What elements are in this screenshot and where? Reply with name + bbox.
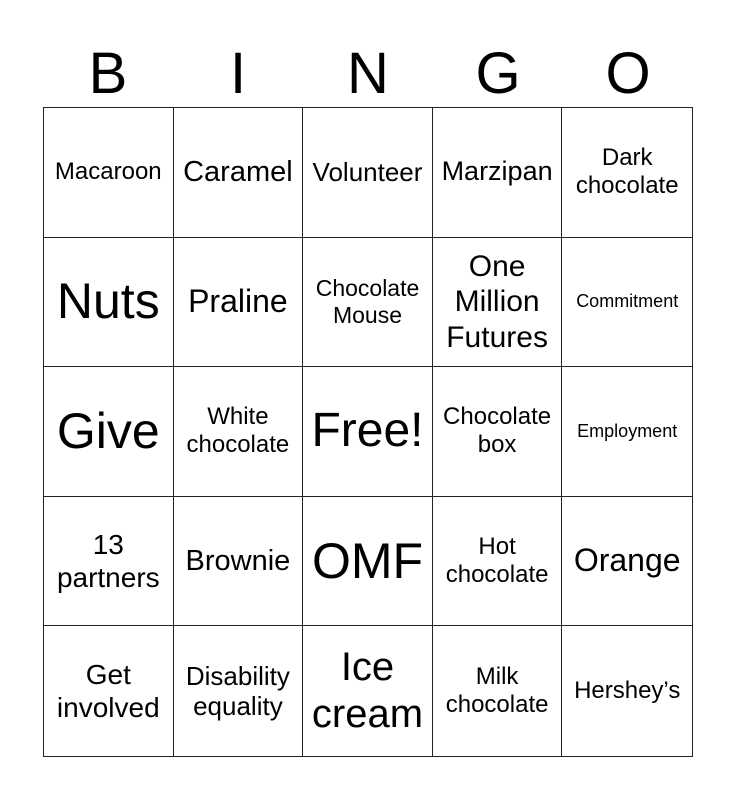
bingo-cell-3-3[interactable] <box>433 497 563 627</box>
bingo-cell-label: Ice cream <box>311 645 424 737</box>
bingo-cell-2-3[interactable] <box>433 367 563 497</box>
bingo-cell-3-4[interactable] <box>562 497 692 627</box>
bingo-board <box>43 107 693 757</box>
bingo-cell-0-1[interactable] <box>174 108 304 238</box>
bingo-cell-label: Orange <box>573 542 681 579</box>
bingo-cell-label: Milk chocolate <box>445 662 549 719</box>
bingo-cell-3-1[interactable] <box>174 497 304 627</box>
bingo-cell-2-2[interactable] <box>303 367 433 497</box>
bingo-cell-label: Give <box>56 402 160 459</box>
bingo-cell-1-3[interactable] <box>433 238 563 368</box>
header-letter-o: O <box>605 41 651 106</box>
bingo-cell-4-2[interactable] <box>303 626 433 756</box>
bingo-cell-label: Chocolate Mouse <box>315 274 420 328</box>
bingo-cell-1-0[interactable] <box>44 238 174 368</box>
bingo-cell-label: Caramel <box>183 156 293 189</box>
bingo-cell-1-4[interactable] <box>562 238 692 368</box>
bingo-cell-label: Hot chocolate <box>445 532 549 589</box>
bingo-cell-label: Commitment <box>576 291 679 312</box>
bingo-cell-label: White chocolate <box>186 403 290 459</box>
bingo-cell-label: Chocolate box <box>443 403 552 459</box>
bingo-cell-0-2[interactable] <box>303 108 433 238</box>
header-letter-i: I <box>229 41 247 106</box>
header-letter-g: G <box>475 41 521 106</box>
bingo-cell-4-4[interactable] <box>562 626 692 756</box>
bingo-cell-label: OMF <box>311 532 424 589</box>
bingo-cell-label: 13 partners <box>56 529 160 594</box>
bingo-cell-4-3[interactable] <box>433 626 563 756</box>
bingo-cell-0-3[interactable] <box>433 108 563 238</box>
bingo-cell-label: Free! <box>311 404 424 458</box>
bingo-cell-2-1[interactable] <box>174 367 304 497</box>
bingo-cell-label: Get involved <box>56 659 160 724</box>
bingo-header <box>43 40 693 108</box>
bingo-cell-label: Marzipan <box>441 156 553 187</box>
header-letter-n: N <box>347 41 389 106</box>
header-letter-b: B <box>88 41 128 106</box>
bingo-cell-label: Hershey’s <box>574 677 681 705</box>
bingo-cell-label: Brownie <box>185 544 291 577</box>
bingo-cell-label: Employment <box>577 420 678 441</box>
bingo-cell-0-0[interactable] <box>44 108 174 238</box>
bingo-cell-label: One Million Futures <box>446 249 548 354</box>
bingo-cell-label: Praline <box>188 283 288 320</box>
bingo-cell-3-2[interactable] <box>303 497 433 627</box>
bingo-cell-0-4[interactable] <box>562 108 692 238</box>
bingo-cell-label: Dark chocolate <box>575 143 679 200</box>
bingo-cell-4-0[interactable] <box>44 626 174 756</box>
bingo-cell-4-1[interactable] <box>174 626 304 756</box>
bingo-cell-label: Macaroon <box>54 158 162 186</box>
bingo-cell-2-0[interactable] <box>44 367 174 497</box>
bingo-cell-label: Volunteer <box>312 156 423 187</box>
bingo-cell-1-1[interactable] <box>174 238 304 368</box>
bingo-cell-1-2[interactable] <box>303 238 433 368</box>
bingo-cell-label: Disability equality <box>185 660 290 722</box>
bingo-cell-2-4[interactable] <box>562 367 692 497</box>
bingo-cell-3-0[interactable] <box>44 497 174 627</box>
bingo-cell-label: Nuts <box>56 273 160 330</box>
